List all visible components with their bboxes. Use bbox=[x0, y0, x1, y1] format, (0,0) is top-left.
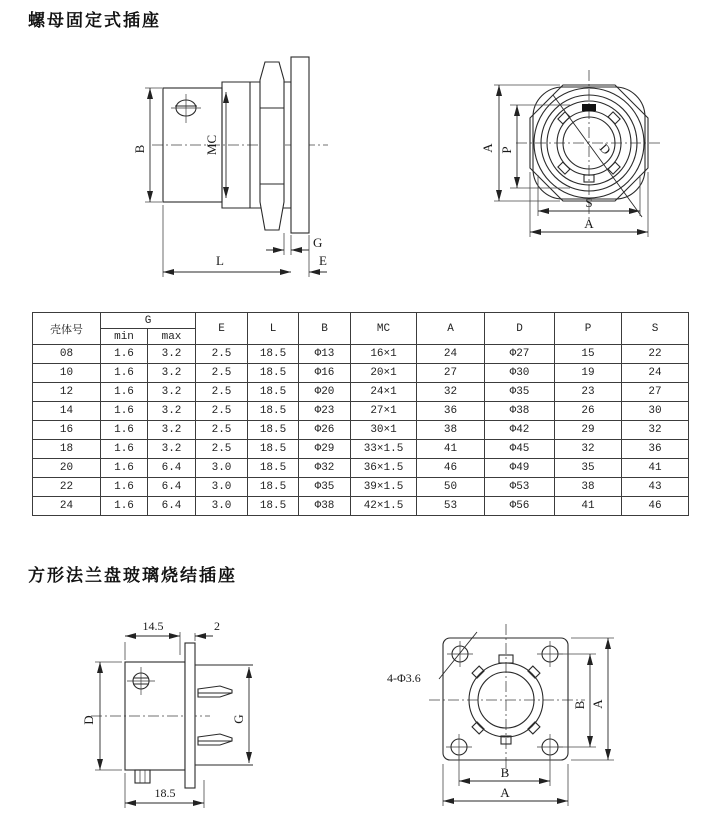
table-cell: Φ26 bbox=[299, 421, 351, 440]
nut-socket-front-view-drawing bbox=[460, 60, 705, 260]
table-cell: 18.5 bbox=[248, 364, 299, 383]
table-cell: Φ53 bbox=[485, 478, 555, 497]
table-cell: 23 bbox=[555, 383, 622, 402]
table-cell: 19 bbox=[555, 364, 622, 383]
table-row bbox=[33, 345, 689, 364]
table-cell: 18.5 bbox=[248, 459, 299, 478]
mounting-flange bbox=[291, 57, 309, 233]
table-cell: 50 bbox=[417, 478, 485, 497]
table-row bbox=[33, 402, 689, 421]
table-cell: 46 bbox=[622, 497, 689, 516]
flange-plate bbox=[185, 643, 195, 788]
table-cell: 24×1 bbox=[351, 383, 417, 402]
table-cell: Φ27 bbox=[485, 345, 555, 364]
dim-label-p: P bbox=[499, 146, 514, 154]
table-cell: 18.5 bbox=[248, 440, 299, 459]
table-cell: 18.5 bbox=[248, 497, 299, 516]
table-cell: 3.2 bbox=[148, 402, 196, 421]
table-cell: 36 bbox=[622, 440, 689, 459]
table-cell: 32 bbox=[555, 440, 622, 459]
table-cell: 1.6 bbox=[101, 440, 148, 459]
dim-label-18-5: 18.5 bbox=[154, 786, 176, 800]
dim-label-g: G bbox=[231, 714, 246, 724]
centerlines bbox=[429, 624, 585, 776]
table-cell: 26 bbox=[555, 402, 622, 421]
table-cell: 2.5 bbox=[196, 345, 248, 364]
dim-label-a-horizontal: A bbox=[500, 785, 510, 800]
dim-label-a-bottom: A bbox=[584, 216, 594, 231]
dim-label-s: S bbox=[585, 195, 593, 210]
dim-L bbox=[163, 205, 309, 277]
table-cell: 3.0 bbox=[196, 497, 248, 516]
table-cell: 3.0 bbox=[196, 478, 248, 497]
table-cell: 33×1.5 bbox=[351, 440, 417, 459]
table-cell: Φ23 bbox=[299, 402, 351, 421]
spec-table-body bbox=[33, 345, 689, 516]
table-cell: 30×1 bbox=[351, 421, 417, 440]
table-cell: Φ29 bbox=[299, 440, 351, 459]
table-cell: 41 bbox=[622, 459, 689, 478]
table-cell: 38 bbox=[555, 478, 622, 497]
col-header-b: B bbox=[299, 313, 351, 345]
table-cell: 18.5 bbox=[248, 421, 299, 440]
table-cell: 1.6 bbox=[101, 478, 148, 497]
table-cell: 32 bbox=[622, 421, 689, 440]
table-cell: 1.6 bbox=[101, 497, 148, 516]
table-row bbox=[33, 497, 689, 516]
table-cell: 36 bbox=[417, 402, 485, 421]
dim-label-b: B bbox=[132, 144, 147, 154]
square-flange bbox=[443, 638, 568, 760]
table-cell: 1.6 bbox=[101, 345, 148, 364]
dim-label-e: E bbox=[319, 253, 327, 268]
table-cell: 3.0 bbox=[196, 459, 248, 478]
square-flange-front-view-drawing bbox=[375, 612, 630, 817]
table-cell: 16 bbox=[33, 421, 101, 440]
bottom-tab bbox=[135, 770, 150, 783]
table-cell: 12 bbox=[33, 383, 101, 402]
table-cell: Φ35 bbox=[299, 478, 351, 497]
table-cell: 2.5 bbox=[196, 440, 248, 459]
col-header-mc: MC bbox=[351, 313, 417, 345]
dim-label-b-vertical: B bbox=[572, 700, 587, 710]
table-cell: 20 bbox=[33, 459, 101, 478]
table-cell: Φ30 bbox=[485, 364, 555, 383]
table-cell: 1.6 bbox=[101, 421, 148, 440]
table-cell: 24 bbox=[33, 497, 101, 516]
dim-label-14-5: 14.5 bbox=[142, 619, 164, 633]
dim-2 bbox=[195, 619, 220, 641]
table-cell: 6.4 bbox=[148, 478, 196, 497]
table-cell: 14 bbox=[33, 402, 101, 421]
table-row bbox=[33, 440, 689, 459]
table-cell: 22 bbox=[622, 345, 689, 364]
col-header-g-min: min bbox=[101, 329, 148, 345]
dim-label-g: G bbox=[313, 235, 323, 250]
col-header-e: E bbox=[196, 313, 248, 345]
table-cell: 24 bbox=[622, 364, 689, 383]
table-cell: 3.2 bbox=[148, 364, 196, 383]
table-cell: 1.6 bbox=[101, 402, 148, 421]
dim-G bbox=[266, 233, 322, 255]
table-cell: Φ42 bbox=[485, 421, 555, 440]
col-header-a: A bbox=[417, 313, 485, 345]
table-cell: 24 bbox=[417, 345, 485, 364]
table-cell: 41 bbox=[417, 440, 485, 459]
dim-label-a-vertical: A bbox=[590, 699, 605, 709]
dim-S bbox=[538, 175, 640, 216]
dim-A-vertical bbox=[571, 638, 614, 760]
table-cell: 1.6 bbox=[101, 459, 148, 478]
table-cell: 3.2 bbox=[148, 345, 196, 364]
table-row bbox=[33, 364, 689, 383]
table-cell: Φ20 bbox=[299, 383, 351, 402]
table-cell: 20×1 bbox=[351, 364, 417, 383]
hole-callout-label: 4-Φ3.6 bbox=[387, 671, 421, 685]
table-cell: 18.5 bbox=[248, 402, 299, 421]
table-cell: Φ16 bbox=[299, 364, 351, 383]
table-cell: 2.5 bbox=[196, 383, 248, 402]
table-cell: 39×1.5 bbox=[351, 478, 417, 497]
col-header-shell: 壳体号 bbox=[33, 313, 101, 345]
table-cell: 18 bbox=[33, 440, 101, 459]
section-title-square-flange-socket: 方形法兰盘玻璃烧结插座 bbox=[28, 566, 237, 585]
dim-label-a-left: A bbox=[480, 143, 495, 153]
table-cell: 41 bbox=[555, 497, 622, 516]
col-header-s: S bbox=[622, 313, 689, 345]
table-cell: Φ38 bbox=[485, 402, 555, 421]
table-cell: 3.2 bbox=[148, 383, 196, 402]
table-cell: 15 bbox=[555, 345, 622, 364]
dim-MC bbox=[204, 92, 226, 198]
nut-socket-side-view-drawing bbox=[100, 50, 350, 290]
table-cell: 16×1 bbox=[351, 345, 417, 364]
col-header-d: D bbox=[485, 313, 555, 345]
table-cell: 18.5 bbox=[248, 383, 299, 402]
table-cell: 1.6 bbox=[101, 364, 148, 383]
dim-E bbox=[309, 253, 327, 272]
table-cell: Φ32 bbox=[299, 459, 351, 478]
dim-label-mc: MC bbox=[204, 134, 219, 156]
dim-label-2: 2 bbox=[214, 619, 220, 633]
table-cell: 3.2 bbox=[148, 421, 196, 440]
table-cell: 46 bbox=[417, 459, 485, 478]
table-cell: 2.5 bbox=[196, 364, 248, 383]
table-cell: Φ49 bbox=[485, 459, 555, 478]
table-cell: 1.6 bbox=[101, 383, 148, 402]
col-header-l: L bbox=[248, 313, 299, 345]
table-row bbox=[33, 421, 689, 440]
table-cell: 43 bbox=[622, 478, 689, 497]
screw-head-icon bbox=[171, 94, 201, 123]
dim-label-b-horizontal: B bbox=[500, 765, 510, 780]
hex-nut bbox=[260, 62, 284, 230]
table-cell: 35 bbox=[555, 459, 622, 478]
solder-pins bbox=[198, 686, 232, 745]
table-cell: 36×1.5 bbox=[351, 459, 417, 478]
col-header-g: G bbox=[101, 313, 196, 329]
table-cell: 22 bbox=[33, 478, 101, 497]
table-cell: Φ35 bbox=[485, 383, 555, 402]
dim-label-d: D bbox=[81, 715, 96, 725]
table-cell: 2.5 bbox=[196, 402, 248, 421]
table-cell: Φ56 bbox=[485, 497, 555, 516]
table-cell: 6.4 bbox=[148, 497, 196, 516]
table-cell: Φ13 bbox=[299, 345, 351, 364]
mounting-holes bbox=[446, 641, 563, 760]
table-cell: 6.4 bbox=[148, 459, 196, 478]
table-cell: 38 bbox=[417, 421, 485, 440]
spec-table bbox=[32, 312, 689, 516]
screw-head-icon bbox=[127, 667, 155, 695]
dim-label-l: L bbox=[216, 253, 224, 268]
table-cell: 29 bbox=[555, 421, 622, 440]
section-title-nut-socket: 螺母固定式插座 bbox=[28, 11, 161, 30]
table-cell: 32 bbox=[417, 383, 485, 402]
table-row bbox=[33, 383, 689, 402]
table-cell: 53 bbox=[417, 497, 485, 516]
table-cell: 18.5 bbox=[248, 345, 299, 364]
dim-G bbox=[231, 667, 249, 763]
table-row bbox=[33, 459, 689, 478]
table-cell: 2.5 bbox=[196, 421, 248, 440]
dim-label-d: D bbox=[596, 140, 615, 158]
table-cell: 27 bbox=[622, 383, 689, 402]
col-header-p: P bbox=[555, 313, 622, 345]
polarizing-key bbox=[582, 104, 596, 111]
table-cell: Φ38 bbox=[299, 497, 351, 516]
square-flange-side-view-drawing bbox=[75, 615, 295, 820]
table-cell: 27 bbox=[417, 364, 485, 383]
dim-14-5 bbox=[125, 619, 180, 660]
table-cell: 10 bbox=[33, 364, 101, 383]
hole-callout bbox=[387, 632, 477, 685]
spec-table-header bbox=[33, 313, 689, 345]
table-row bbox=[33, 478, 689, 497]
table-cell: 18.5 bbox=[248, 478, 299, 497]
table-cell: Φ45 bbox=[485, 440, 555, 459]
table-cell: 08 bbox=[33, 345, 101, 364]
table-cell: 42×1.5 bbox=[351, 497, 417, 516]
col-header-g-max: max bbox=[148, 329, 196, 345]
table-cell: 3.2 bbox=[148, 440, 196, 459]
table-cell: 30 bbox=[622, 402, 689, 421]
table-cell: 27×1 bbox=[351, 402, 417, 421]
